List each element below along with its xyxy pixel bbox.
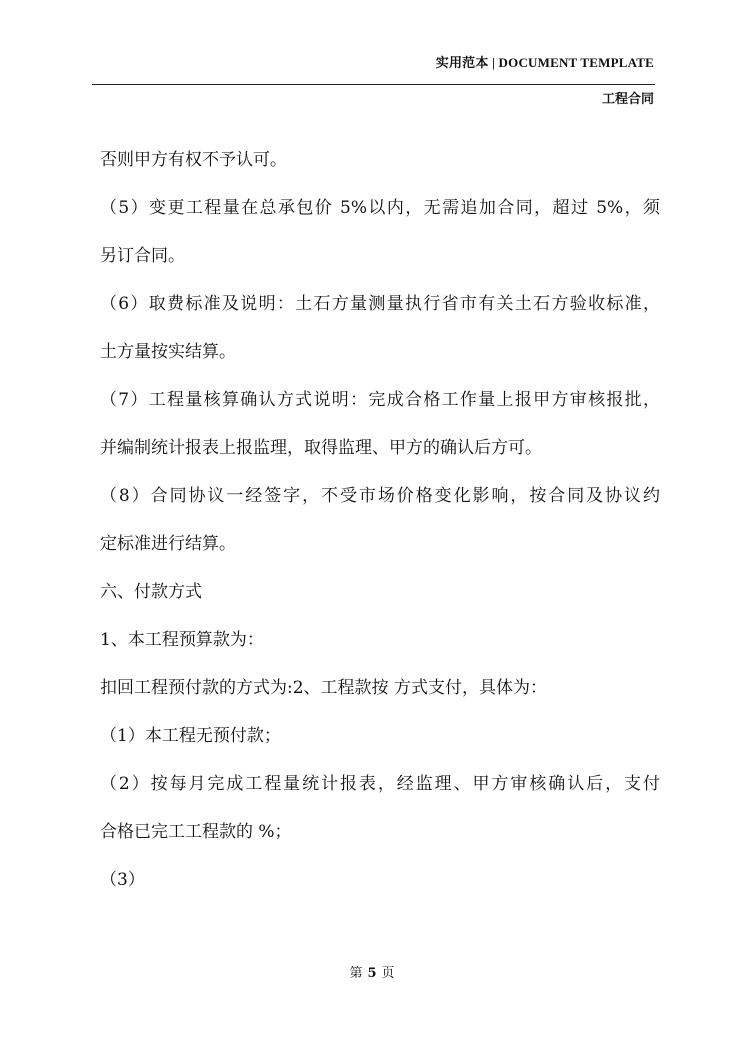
- body-line-7: 并编制统计报表上报监理，取得监理、甲方的确认后方可。: [100, 438, 542, 458]
- body-line-6: （7）工程量核算确认方式说明：完成合格工作量上报甲方审核报批，: [100, 390, 660, 410]
- body-line-15: 合格已完工工程款的 %；: [100, 822, 292, 842]
- body-line-1: 否则甲方有权不予认可。: [100, 150, 287, 170]
- body-line-9: 定标准进行结算。: [100, 534, 236, 554]
- header-contract-label: 工程合同: [601, 92, 654, 107]
- header-document-template-label: 实用范本 | DOCUMENT TEMPLATE: [435, 55, 654, 70]
- document-body: [100, 136, 660, 904]
- body-line-16: （3）: [100, 870, 145, 890]
- page-number: 5: [367, 966, 377, 981]
- body-line-13: （1）本工程无预付款；: [100, 726, 281, 746]
- body-line-8: （8）合同协议一经签字，不受市场价格变化影响，按合同及协议约: [100, 486, 660, 506]
- page-footer: [0, 962, 744, 981]
- footer-suffix: 页: [381, 966, 395, 981]
- section-heading-payment-method: 六、付款方式: [100, 582, 202, 602]
- body-line-3: 另订合同。: [100, 246, 185, 266]
- body-line-2: （5）变更工程量在总承包价 5%以内，无需追加合同，超过 5%，须: [100, 198, 660, 218]
- page-header: [0, 0, 744, 112]
- body-line-14: （2）按每月完成工程量统计报表，经监理、甲方审核确认后，支付: [100, 774, 660, 794]
- body-line-12: 扣回工程预付款的方式为:2、工程款按 方式支付，具体为：: [100, 678, 547, 698]
- body-line-4: （6）取费标准及说明：土石方量测量执行省市有关土石方验收标准，: [100, 294, 660, 314]
- header-divider: [92, 84, 655, 85]
- body-line-5: 土方量按实结算。: [100, 342, 236, 362]
- footer-prefix: 第: [349, 966, 363, 981]
- body-line-11: 1、本工程预算款为：: [100, 630, 264, 650]
